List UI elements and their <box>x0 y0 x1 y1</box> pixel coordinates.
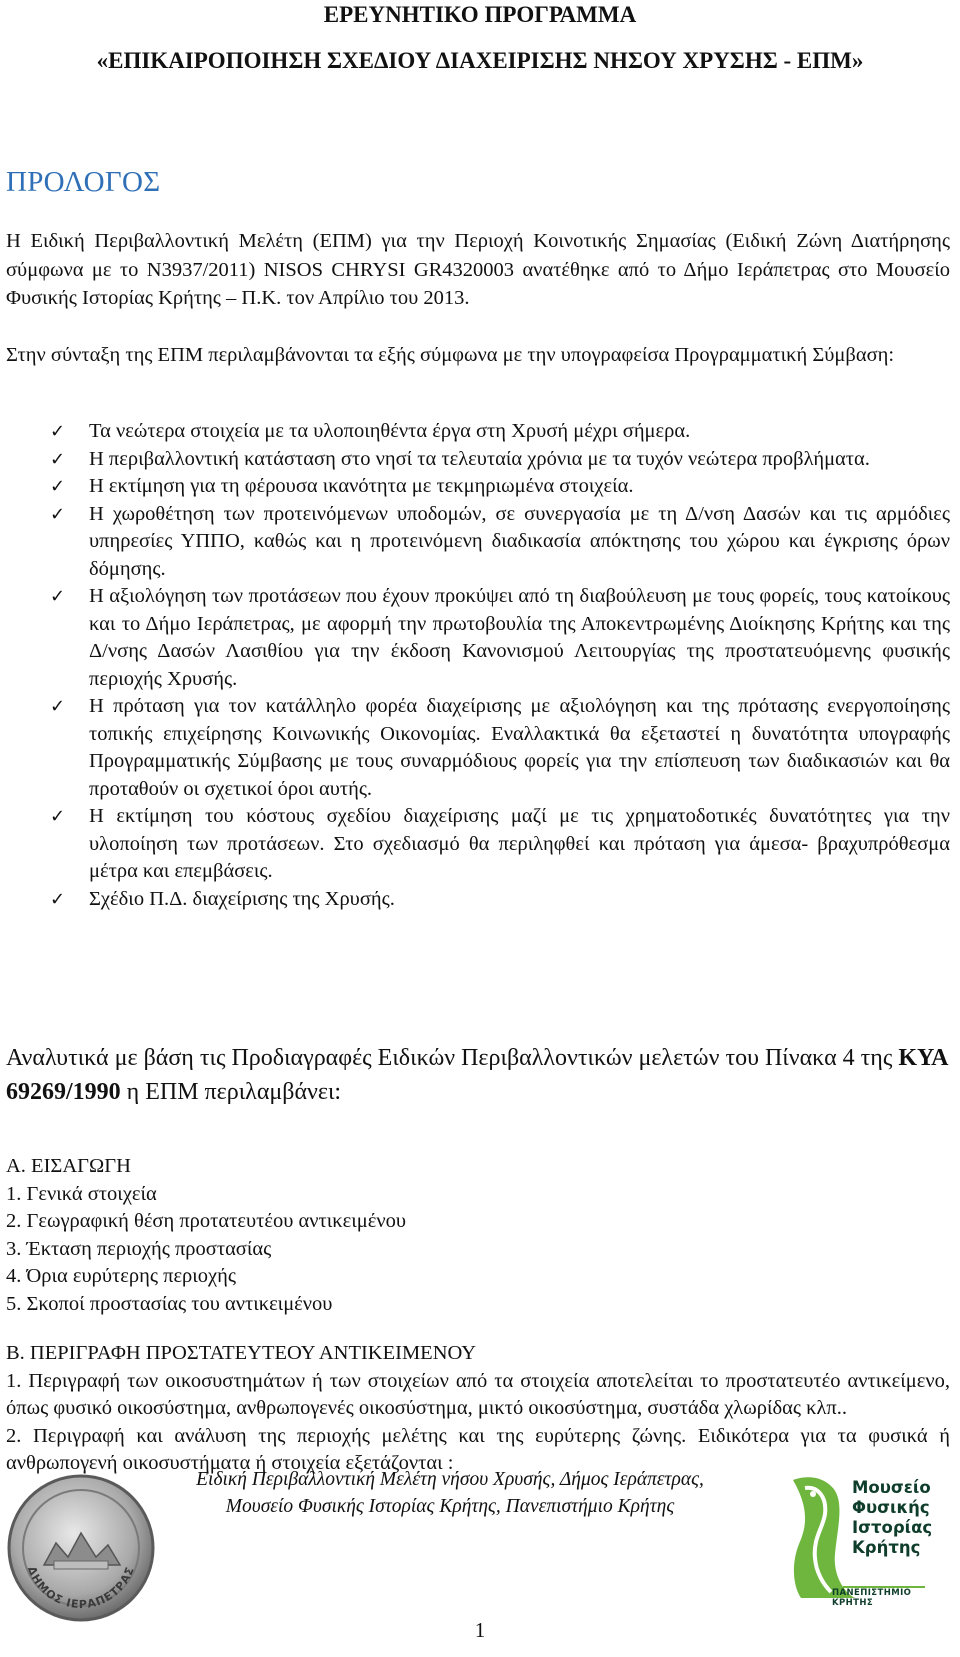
checkmark-icon: ✓ <box>50 696 66 717</box>
section-b-title: Β. ΠΕΡΙΓΡΑΦΗ ΠΡΟΣΤΑΤΕΥΤΕΟΥ ΑΝΤΙΚΕΙΜΕΝΟΥ <box>6 1342 477 1364</box>
section-a-title: Α. ΕΙΣΑΓΩΓΗ <box>6 1155 131 1177</box>
footer-credits <box>160 1466 740 1520</box>
kya-reference: ΚΥΑ 69269/1990 <box>6 1045 948 1105</box>
museum-logo-subtitle: ΠΑΝΕΠΙΣΤΗΜΙΟ ΚΡΗΤΗΣ <box>832 1588 912 1608</box>
list-item: 5. Σκοποί προστασίας του αντικειμένου <box>6 1292 333 1315</box>
list-item: 2. Περιγραφή και ανάλυση της περιοχής μελέτης και της ευρύτερης ζώνης. Ειδικότερα για τα φυσικά ή ανθρωπογενή οικοσυστήματα ή στοιχεία εξετάζονται : <box>6 1424 950 1474</box>
list-item: ✓ Σχέδιο Π.Δ. διαχείρισης της Χρυσής. <box>6 886 950 914</box>
list-item: ✓ Η περιβαλλοντική κατάσταση στο νησί τα τελευταία χρόνια με τα τυχόν νεώτερα προβλήματα. <box>6 446 950 474</box>
project-title: «ΕΠΙΚΑΙΡΟΠΟΙΗΣΗ ΣΧΕΔΙΟΥ ΔΙΑΧΕΙΡΙΣΗΣ ΝΗΣΟΥ ΧΡΥΣΗΣ - ΕΠΜ» <box>96 48 864 73</box>
checkmark-icon: ✓ <box>50 476 66 497</box>
contract-items-list <box>6 418 950 913</box>
page-number: 1 <box>474 1618 486 1642</box>
list-item: 1. Περιγραφή των οικοσυστημάτων ή των στοιχείων από τα στοιχεία αποτελείται το προστατευτέο αντικείμενο, όπως φυσικό οικοσύστημα, ανθρωπογενές οικοσύστημα, μικτό οικοσύστημα, συστάδα χλωρίδας κλπ.. <box>6 1369 950 1419</box>
list-item: 4. Όρια ευρύτερης περιοχής <box>6 1265 236 1287</box>
checkmark-icon: ✓ <box>50 888 66 910</box>
analysis-paragraph: Αναλυτικά με βάση τις Προδιαγραφές Ειδικών Περιβαλλοντικών μελετών του Πίνακα 4 της ΚΥΑ 69269/1990 η ΕΠΜ περιλαμβάνει: <box>6 1045 948 1105</box>
list-item: 3. Έκταση περιοχής προστασίας <box>6 1237 272 1260</box>
list-item: ✓ Η εκτίμηση για τη φέρουσα ικανότητα με τεκμηριωμένα στοιχεία. <box>6 473 950 501</box>
municipality-seal-logo <box>6 1473 156 1623</box>
seal-text: ΔΗΜΟΣ ΙΕΡΑΠΕΤΡΑΣ <box>25 1564 137 1612</box>
footer-line-2: Μουσείο Φυσικής Ιστορίας Κρήτης, Πανεπιστήμιο Κρήτης <box>225 1496 675 1517</box>
checkmark-icon: ✓ <box>50 421 66 442</box>
section-heading-prologue: ΠΡΟΛΟΓΟΣ <box>6 166 161 198</box>
list-item: ✓ Η εκτίμηση του κόστους σχεδίου διαχείρισης μαζί με τις χρηματοδοτικές δυνατότητες για την υλοποίηση των προτάσεων. Στο σχεδιασμό θα περιληφθεί και πρόταση για άμεσα- βραχυπρόθεσμα μέτρα και επεμβάσεις. <box>50 805 950 882</box>
checkmark-icon: ✓ <box>50 448 66 470</box>
list-item: ✓ Η αξιολόγηση των προτάσεων που έχουν προκύψει από τη διαβούλευση με τους φορείς, τους κατοίκους και το Δήμο Ιεράπετρας, με αφορμή την πρωτοβουλία της Αποκεντρωμένης Διοίκησης Κρήτης και της Δ/νσης Δασών Λασιθίου για την έκδοση Κανονισμού Λειτουργίας της προστατευόμενης φυσικής περιοχής Χρυσής. <box>50 585 950 690</box>
intro-paragraph: Η Ειδική Περιβαλλοντική Μελέτη (ΕΠΜ) για την Περιοχή Κοινοτικής Σημασίας (Ειδική Ζώνη Διατήρησης σύμφωνα με το Ν3937/2011) NISOS CHRYSI GR4320003 ανατέθηκε από το Δήμο Ιεράπετρας στο Μουσείο Φυσικής Ιστορίας Κρήτης – Π.Κ. τον Απρίλιο του 2013. <box>6 230 950 309</box>
list-item: 2. Γεωγραφική θέση προτατευτέου αντικειμένου <box>6 1210 406 1232</box>
checkmark-icon: ✓ <box>50 503 66 525</box>
footer-line-1: Ειδική Περιβαλλοντική Μελέτη νήσου Χρυσής, Δήμος Ιεράπετρας, <box>196 1469 704 1490</box>
contract-paragraph: Στην σύνταξη της ΕΠΜ περιλαμβάνονται τα εξής σύμφωνα με την υπογραφείσα Προγραμματική Σύμβαση: <box>6 344 895 366</box>
section-b <box>6 1340 950 1478</box>
museum-logo-text: Μουσείο Φυσικής Ιστορίας Κρήτης <box>852 1478 933 1557</box>
checkmark-icon: ✓ <box>50 806 66 827</box>
checkmark-icon: ✓ <box>50 586 66 607</box>
list-item: ✓ Η χωροθέτηση των προτεινόμενων υποδομών, σε συνεργασία με τη Δ/νση Δασών και τις αρμόδιες υπηρεσίες ΥΠΠΟ, καθώς και η προτεινόμενη διαδικασία απόκτησης του χώρου και έγκρισης όρων δόμησης. <box>50 502 950 580</box>
list-item: ✓ Η πρόταση για τον κατάλληλο φορέα διαχείρισης με αξιολόγηση και της πρότασης ενεργοποίησης τοπικής επιχείρησης Κοινωνικής Οικονομίας. Εναλλακτικά θα εξεταστεί η δυνατότητα υπογραφής Προγραμματικής Σύμβασης με τους συναρμόδιους φορείς για την επίσπευση των διαδικασιών και θα προταθούν οι σχετικοί όροι αυτής. <box>50 695 950 800</box>
section-a <box>6 1153 950 1318</box>
program-title: ΕΡΕΥΝΗΤΙΚΟ ΠΡΟΓΡΑΜΜΑ <box>323 2 637 27</box>
list-item: 1. Γενικά στοιχεία <box>6 1182 157 1205</box>
list-item: ✓ Τα νεώτερα στοιχεία με τα υλοποιηθέντα έργα στη Χρυσή μέχρι σήμερα. <box>6 418 950 446</box>
